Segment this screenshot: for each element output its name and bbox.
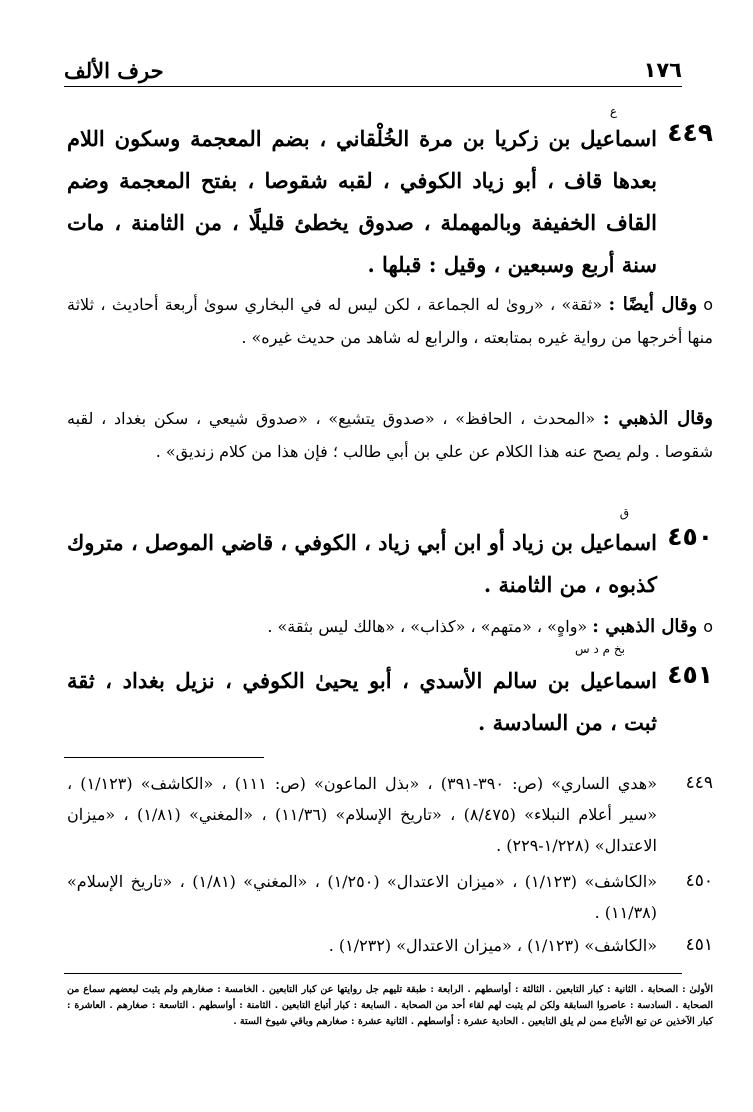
narrator-symbol: بخ م د س [575, 642, 625, 656]
sources-divider [64, 757, 264, 758]
entry-451 [67, 642, 713, 744]
tabaqat-legend: الأولىٰ : الصحابة . الثانية : كبار التابعين . الثالثة : أواسطهم . الرابعة : طبقة تليهم جل روايتها عن كبار التابعين . الخامسة : صغارهم ولم يثبت لبعضهم سماع من الصحابة . السادسة : عاصروا السابقة ولكن لم يثبت لهم لقاء أحد من الصحابة . السابعة : كبار أتباع التابعين . الثامنة : أواسطهم . التاسعة : صغارهم . العاشرة : كبار الآخذين عن تبع الأتباع ممن لم يلق التابعين . الحادية عشرة : أواسطهم . الثانية عشرة : صغارهم وباقي شيوخ الستة . [67, 984, 713, 1027]
bullet-icon: o [703, 617, 713, 636]
entry-text: اسماعيل بن زكريا بن مرة الخُلْقاني ، بضم المعجمة وسكون اللام بعدها قاف ، أبو زياد الكوفي ، لقبه شقوصا ، بفتح المعجمة وضم القاف الخفيفة وبالمهملة ، صدوق يخطئ قليلًا ، من الثامنة ، مات سنة أربع وسبعين ، وقيل : قبلها . [67, 126, 657, 277]
source-449 [67, 768, 713, 861]
section-title: حرف الألف [64, 58, 164, 83]
entry-text: اسماعيل بن سالم الأسدي ، أبو يحيىٰ الكوفي ، نزيل بغداد ، ثقة ثبت ، من السادسة . [67, 668, 657, 735]
entry-number: ٤٤٩ [667, 118, 713, 147]
source-text: «هدي الساري» (ص: ٣٩٠-٣٩١) ، «بذل الماعون» (ص: ١١١) ، «الكاشف» (١/١٢٣) ، «سير أعلام النبلاء» (٨/٤٧٥) ، «تاريخ الإسلام» (١١/٣٦) ، «المغني» (١/٨١) ، «ميزان الاعتدال» (١/٢٢٨-٢٢٩) . [67, 774, 658, 855]
source-450 [67, 866, 713, 928]
entry-number: ٤٥١ [667, 660, 713, 689]
source-number: ٤٥٠ [685, 871, 713, 891]
source-text: «الكاشف» (١/١٢٣) ، «ميزان الاعتدال» (١/٢٥٠) ، «المغني» (١/٨١) ، «تاريخ الإسلام» (١١/٣٨) . [67, 872, 658, 922]
source-text: «الكاشف» (١/١٢٣) ، «ميزان الاعتدال» (١/٢٣٢) . [328, 936, 657, 955]
narrator-symbol: ع [609, 104, 617, 118]
entry-number: ٤٥٠ [667, 522, 713, 551]
entry-449 [67, 104, 713, 286]
entry-450 [67, 506, 713, 606]
note-lead: وقال أيضًا : [608, 294, 698, 315]
entry-text: اسماعيل بن زياد أو ابن أبي زياد ، الكوفي ، قاضي الموصل ، متروك كذبوه ، من الثامنة . [67, 530, 657, 597]
note-449-b [67, 402, 713, 468]
note-450 [67, 610, 713, 643]
note-449-a [67, 288, 713, 354]
bullet-icon: o [703, 295, 714, 314]
note-text: «المحدث ، الحافظ» ، «صدوق يتشيع» ، «صدوق شيعي ، سكن بغداد ، لقبه شقوصا . ولم يصح عنه هذا الكلام عن علي بن أبي طالب ؛ فإن هذا من كلام زنديق» . [67, 409, 713, 461]
note-lead: وقال الذهبي : [592, 616, 698, 637]
note-text: «ثقة» ، «روىٰ له الجماعة ، لكن ليس له في البخاري سوىٰ أربعة أحاديث ، ثلاثة منها أخرجها من رواية غيره بمتابعته ، والرابع له شاهد من حديث غيره» . [67, 295, 713, 347]
note-lead: وقال الذهبي : [602, 408, 713, 429]
footer-divider [64, 973, 682, 974]
source-number: ٤٤٩ [685, 773, 713, 793]
source-number: ٤٥١ [685, 935, 713, 955]
page-number: ١٧٦ [643, 58, 682, 82]
page-header [64, 52, 682, 87]
narrator-symbol: ق [619, 506, 629, 520]
note-text: «واهٍ» ، «متهم» ، «كذاب» ، «هالك ليس بثقة» . [267, 617, 588, 636]
source-451 [67, 930, 713, 961]
